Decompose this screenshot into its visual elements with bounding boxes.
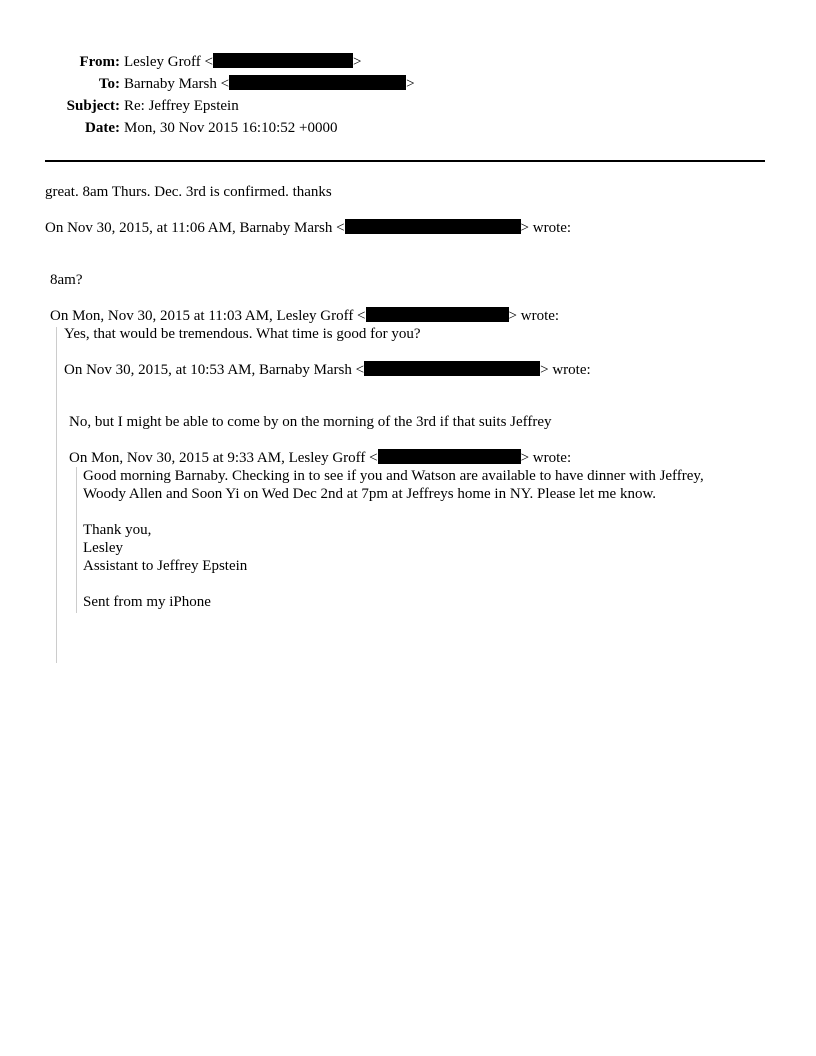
- quote1-text: 8am?: [50, 272, 83, 288]
- quote-bar-outer: [56, 327, 57, 663]
- from-value: [124, 53, 361, 71]
- date-value: Mon, 30 Nov 2015 16:10:52 +0000: [124, 120, 338, 136]
- quote1-attribution-tail: > wrote:: [520, 220, 572, 236]
- to-row: [0, 75, 816, 97]
- from-name: Lesley Groff <: [124, 54, 213, 70]
- date-label: Date:: [85, 120, 120, 136]
- sent-from-line: Sent from my iPhone: [83, 594, 211, 610]
- redaction-box: [364, 361, 540, 376]
- reply-text: great. 8am Thurs. Dec. 3rd is confirmed. thanks: [45, 184, 332, 200]
- quote3-attribution-text: On Nov 30, 2015, at 10:53 AM, Barnaby Marsh <: [64, 362, 365, 378]
- quote-bar-inner: [76, 467, 77, 613]
- quote3-attribution-tail: > wrote:: [540, 362, 591, 378]
- quote3-attribution: [64, 361, 591, 379]
- email-header: [0, 53, 816, 141]
- quote2-attribution: [50, 307, 559, 325]
- from-close: >: [353, 54, 362, 70]
- to-label: To:: [98, 76, 120, 92]
- subject-row: [0, 97, 816, 119]
- from-row: [0, 53, 816, 75]
- redaction-box: [229, 75, 406, 90]
- quote2-text: Yes, that would be tremendous. What time is good for you?: [64, 326, 421, 342]
- redaction-box: [378, 449, 521, 464]
- redaction-box: [366, 307, 509, 322]
- redaction-box: [345, 219, 521, 234]
- quote4-line1: Good morning Barnaby. Checking in to see if you and Watson are available to have dinner with Jeffrey,: [83, 468, 704, 484]
- from-label: From:: [79, 54, 120, 70]
- redaction-box: [213, 53, 353, 68]
- quote4-attribution-tail: > wrote:: [520, 450, 572, 466]
- to-close: >: [406, 76, 415, 92]
- signature-title: Assistant to Jeffrey Epstein: [83, 558, 248, 574]
- quote4-attribution-text: On Mon, Nov 30, 2015 at 9:33 AM, Lesley Groff <: [69, 450, 378, 466]
- header-divider: [45, 160, 765, 162]
- quote2-attribution-text: On Mon, Nov 30, 2015 at 11:03 AM, Lesley Groff <: [50, 308, 366, 324]
- quote1-attribution-text: On Nov 30, 2015, at 11:06 AM, Barnaby Marsh <: [45, 220, 345, 236]
- quote2-attribution-tail: > wrote:: [508, 308, 560, 324]
- quote4-line2: Woody Allen and Soon Yi on Wed Dec 2nd at 7pm at Jeffreys home in NY. Please let me know.: [83, 486, 657, 502]
- subject-label: Subject:: [66, 98, 120, 114]
- date-row: [0, 119, 816, 141]
- signature-thanks: Thank you,: [83, 522, 152, 538]
- to-name: Barnaby Marsh <: [124, 76, 230, 92]
- quote4-attribution: [69, 449, 571, 467]
- quote3-text: No, but I might be able to come by on the morning of the 3rd if that suits Jeffrey: [69, 414, 552, 430]
- to-value: [124, 75, 415, 93]
- signature-name: Lesley: [83, 540, 123, 556]
- quote1-attribution: [45, 219, 571, 237]
- subject-value: Re: Jeffrey Epstein: [124, 98, 239, 114]
